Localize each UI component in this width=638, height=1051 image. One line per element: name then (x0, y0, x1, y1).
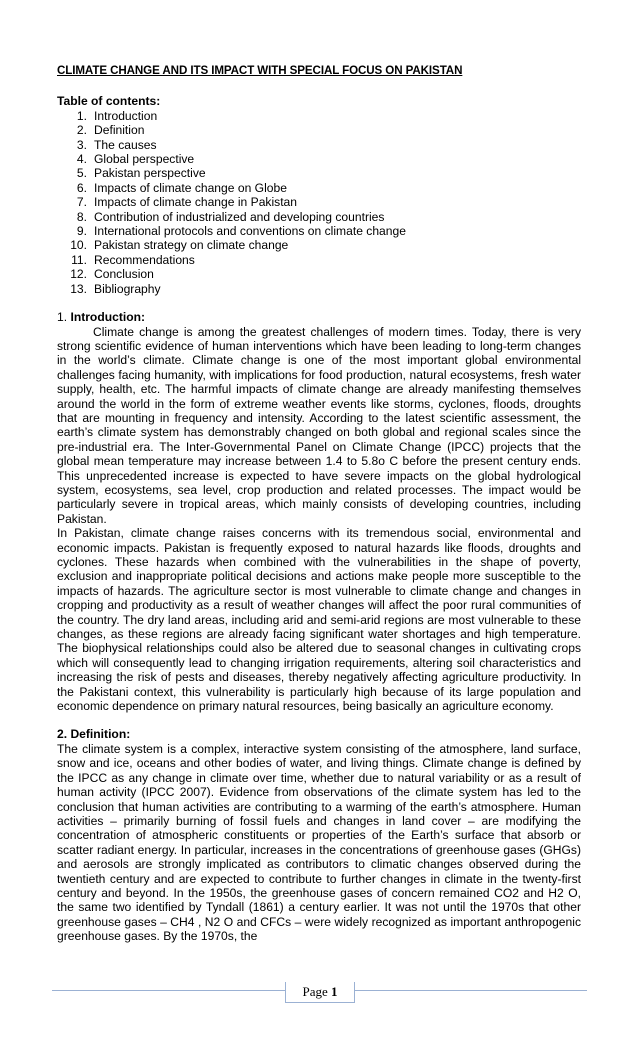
toc-number: 6. (76, 180, 87, 195)
page-number-box (285, 982, 355, 1003)
toc-label: Global perspective (94, 152, 195, 167)
page-number: 1 (331, 984, 338, 999)
toc-item (57, 253, 581, 267)
toc-number: 8. (76, 209, 87, 224)
section-title: 2. Definition: (57, 727, 131, 742)
toc-label: International protocols and conventions on climate change (94, 224, 406, 239)
toc-item (57, 267, 581, 281)
toc-number: 10. (70, 238, 87, 253)
toc-label: The causes (94, 137, 157, 152)
toc-item (57, 166, 581, 180)
toc-label: Definition (94, 123, 145, 138)
page-label: Page (302, 984, 328, 999)
section-heading-definition (57, 727, 581, 741)
toc-item (57, 109, 581, 123)
toc-label: Contribution of industrialized and developing countries (94, 209, 385, 224)
toc-label: Introduction (94, 108, 158, 123)
toc-number: 9. (76, 224, 87, 239)
toc-item (57, 224, 581, 238)
toc-number: 7. (76, 195, 87, 210)
toc-item (57, 123, 581, 137)
toc-item (57, 152, 581, 166)
toc-number: 3. (76, 137, 87, 152)
section-title: Introduction: (70, 310, 146, 325)
toc-number: 12. (70, 267, 87, 282)
toc-item (57, 282, 581, 296)
toc-label: Pakistan strategy on climate change (94, 238, 289, 253)
toc-label: Impacts of climate change on Globe (94, 180, 287, 195)
document-page (57, 64, 581, 944)
toc-item (57, 210, 581, 224)
footer-rule-right (354, 990, 587, 991)
toc-label: Pakistan perspective (94, 166, 206, 181)
page-footer (52, 982, 587, 1022)
toc-item (57, 138, 581, 152)
introduction-paragraph-2: In Pakistan, climate change raises concerns with its tremendous social, environmental and economic impacts. Pakistan is frequently exposed to natural hazards like floods, droughts and cyclones. These hazards when combined with the vulnerabilities in the shape of poverty, exclusion and inappropriate political decisions and actions make people more susceptible to the impacts of hazards. The agriculture sector is most vulnerable to climate change and changes in cropping and productivity as a result of weather changes will affect the poor rural communities of the country. The dry land areas, including arid and semi-arid regions are most vulnerable to these changes, as these regions are already facing significant water shortages and high temperature. The biophysical relationships could also be altered due to seasonal changes in cultivating crops which will consequently lead to changing irrigation requirements, altering soil characteristics and increasing the risk of pests and diseases, thereby negatively affecting agriculture productivity. In the Pakistani context, this vulnerability is particularly high because of its large population and economic dependence on primary natural resources, being basically an agriculture economy. (57, 526, 581, 714)
toc-number: 11. (71, 252, 87, 267)
definition-paragraph-1: The climate system is a complex, interactive system consisting of the atmosphere, land surface, snow and ice, oceans and other bodies of water, and living things. Climate change is defined by the IPCC as any change in climate over time, whether due to natural variability or as a result of human activity (IPCC 2007). Evidence from observations of the climate system has led to the conclusion that human activities are contributing to a warming of the earth’s atmosphere. Human activities – primarily burning of fossil fuels and changes in land cover – are modifying the concentration of atmospheric constituents or properties of the Earth’s surface that absorb or scatter radiant energy. In particular, increases in the concentrations of greenhouse gases (GHGs) and aerosols are strongly implicated as contributors to climatic changes observed during the twentieth century and are expected to contribute to further changes in climate in the twenty-first century and beyond. In the 1950s, the greenhouse gases of concern remained CO2 and H2 O, the same two identified by Tyndall (1861) a century earlier. It was not until the 1970s that other greenhouse gases – CH4 , N2 O and CFCs – were widely recognized as important anthropogenic greenhouse gases. By the 1970s, the (57, 741, 581, 944)
toc-number: 2. (76, 123, 87, 138)
table-of-contents (57, 109, 581, 296)
footer-rule-left (52, 990, 285, 991)
toc-item (57, 181, 581, 195)
toc-label: Recommendations (94, 252, 195, 267)
toc-number: 13. (70, 281, 87, 296)
toc-item (57, 238, 581, 252)
toc-number: 5. (76, 166, 87, 181)
toc-number: 1. (76, 108, 87, 123)
toc-heading: Table of contents: (57, 94, 161, 109)
toc-label: Bibliography (94, 281, 161, 296)
document-title: CLIMATE CHANGE AND ITS IMPACT WITH SPECIAL FOCUS ON PAKISTAN (57, 64, 463, 77)
introduction-paragraph-1: Climate change is among the greatest challenges of modern times. Today, there is very strong scientific evidence of human interventions which have been leading to long-term changes in the world’s climate. Climate change is one of the most important global environmental challenges facing humanity, with implications for food production, natural ecosystems, fresh water supply, health, etc. The harmful impacts of climate change are already manifesting themselves around the world in the form of extreme weather events like storms, cyclones, floods, droughts that are mounting in frequency and intensity. According to the latest scientific assessment, the earth’s climate system has demonstrably changed on both global and regional scales since the pre-industrial era. The Inter-Governmental Panel on Climate Change (IPCC) projects that the global mean temperature may increase between 1.4 to 5.8o C before the present century ends. This unprecedented increase is expected to have severe impacts on the global hydrological system, ecosystems, sea level, crop production and related processes. The impact would be particularly severe in tropical areas, which mainly consists of developing countries, including Pakistan. (57, 324, 581, 526)
toc-label: Conclusion (94, 267, 154, 282)
section-heading-introduction (57, 310, 581, 324)
toc-label: Impacts of climate change in Pakistan (94, 195, 298, 210)
section-number: 1. (57, 310, 71, 325)
toc-number: 4. (76, 152, 87, 167)
toc-item (57, 195, 581, 209)
